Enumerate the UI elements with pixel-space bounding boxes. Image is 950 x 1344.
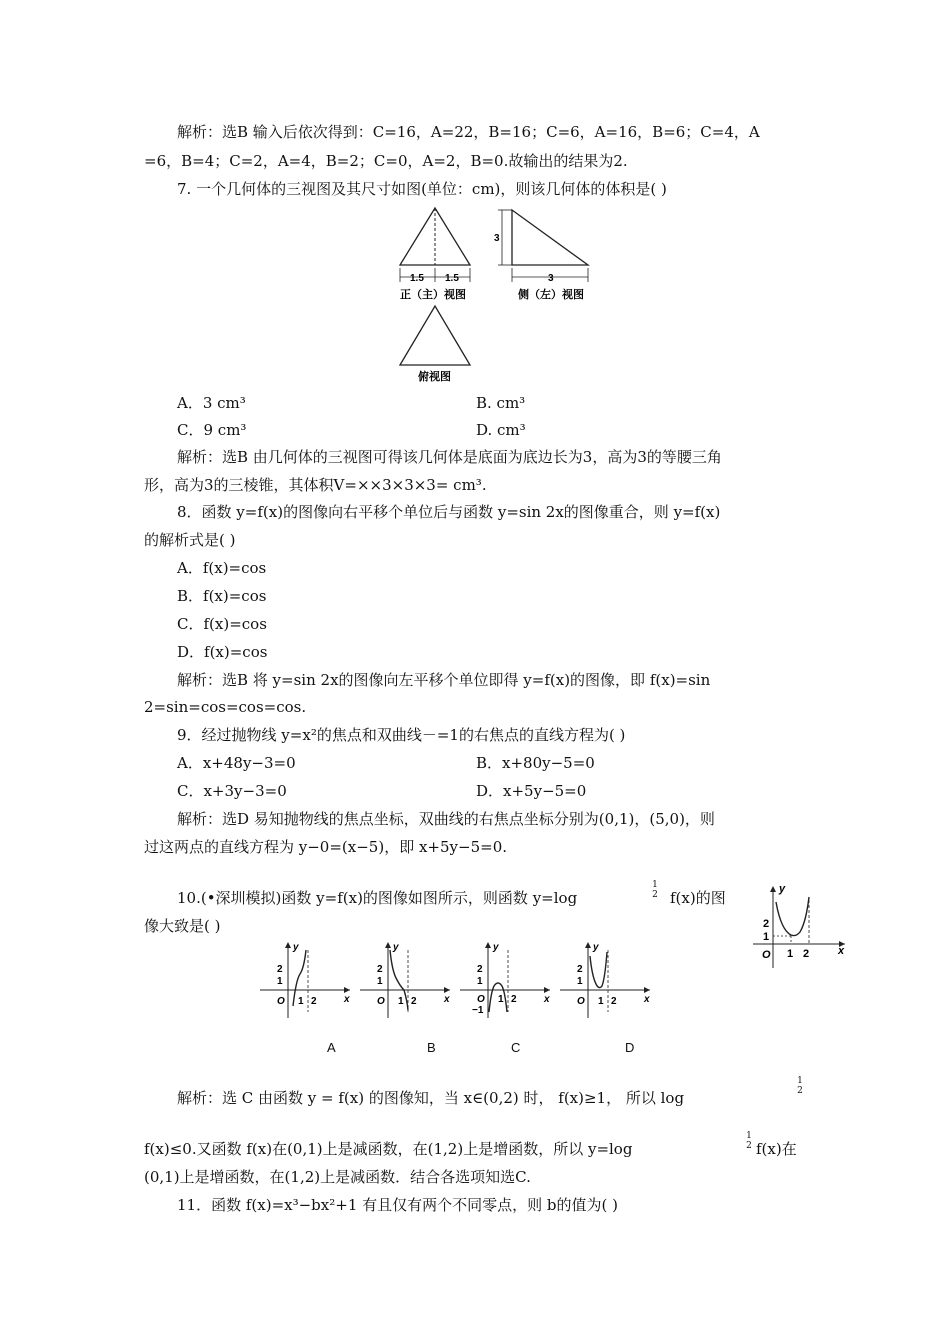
y-axis-label: y xyxy=(779,883,786,895)
solution-8-line2: 2=sin=cos=cos=cos. xyxy=(144,698,307,716)
dim-side-height: 3 xyxy=(494,233,500,244)
svg-text:O: O xyxy=(377,996,385,1007)
question-10-stem-tail: f(x)的图 xyxy=(670,889,726,907)
svg-text:2: 2 xyxy=(611,996,617,1007)
question-8-stem-cont: 的解析式是( ) xyxy=(144,531,236,549)
svg-text:1: 1 xyxy=(377,976,383,987)
option-8c: C．f(x)=cos xyxy=(177,615,267,633)
top-view-triangle xyxy=(400,306,470,365)
question-10-stem: 10.(•深圳模拟)函数 y=f(x)的图像如图所示，则函数 y=log xyxy=(177,889,578,907)
option-7a: A．3 cm³ xyxy=(177,394,246,412)
origin-label: O xyxy=(762,949,771,961)
svg-text:O: O xyxy=(477,994,485,1005)
option-graph-a xyxy=(258,940,358,1020)
front-view-triangle xyxy=(400,208,470,265)
solution-6-line1: 解析：选B 输入后依次得到：C=16，A=22，B=16；C=6，A=16，B=6；C=4，A xyxy=(177,123,760,141)
solution-7-line1: 解析：选B 由几何体的三视图可得该几何体是底面为底边长为3，高为3的等腰三角 xyxy=(177,448,722,466)
option-graph-d xyxy=(558,940,658,1020)
question-9-stem: 9．经过抛物线 y=x²的焦点和双曲线－=1的右焦点的直线方程为( ) xyxy=(177,726,626,744)
option-9d: D．x+5y−5=0 xyxy=(476,782,587,800)
solution-10-line3: (0,1)上是增函数，在(1,2)上是减函数．结合各选项知选C. xyxy=(144,1168,531,1186)
option-9b: B．x+80y−5=0 xyxy=(476,754,595,772)
tick-1: 1 xyxy=(787,948,794,960)
svg-text:O: O xyxy=(577,996,585,1007)
option-label-d: D xyxy=(625,1040,635,1055)
option-8a: A．f(x)=cos xyxy=(177,559,267,577)
option-graph-b xyxy=(358,940,458,1020)
svg-text:1: 1 xyxy=(577,976,583,987)
svg-text:1: 1 xyxy=(298,996,304,1007)
svg-text:2: 2 xyxy=(477,964,483,975)
tick-2: 2 xyxy=(803,948,810,960)
svg-text:x: x xyxy=(644,994,650,1005)
option-d-curve xyxy=(590,952,607,988)
svg-text:y: y xyxy=(593,942,599,953)
question-11-stem: 11．函数 f(x)=x³−bx²+1 有且仅有两个不同零点，则 b的值为( ) xyxy=(177,1196,618,1214)
figure-10-main-graph xyxy=(745,882,850,972)
front-view-label: 正（主）视图 xyxy=(400,289,466,301)
y-tick-1: 1 xyxy=(763,931,770,943)
solution-6-line2: =6，B=4；C=2，A=4，B=2；C=0，A=2，B=0.故输出的结果为2. xyxy=(144,152,628,170)
svg-text:y: y xyxy=(293,942,299,953)
svg-text:1: 1 xyxy=(498,994,504,1005)
svg-text:2: 2 xyxy=(577,964,583,975)
option-9c: C．x+3y−3=0 xyxy=(177,782,287,800)
option-7d: D. cm³ xyxy=(476,421,526,439)
svg-text:x: x xyxy=(444,994,450,1005)
question-8-stem: 8．函数 y=f(x)的图像向右平移个单位后与函数 y=sin 2x的图像重合，则 y=f(x) xyxy=(177,503,721,521)
svg-text:y: y xyxy=(493,942,499,953)
svg-text:x: x xyxy=(544,994,550,1005)
figure-7-three-views xyxy=(390,200,610,385)
dim-front-left: 1.5 xyxy=(410,273,424,284)
log-base-fraction-2: 1 2 xyxy=(797,1076,803,1097)
option-9a: A．x+48y−3=0 xyxy=(177,754,296,772)
solution-8-line1: 解析：选B 将 y=sin 2x的图像向左平移个单位即得 y=f(x)的图像，即 f(x)=sin xyxy=(177,671,711,689)
option-8b: B．f(x)=cos xyxy=(177,587,267,605)
option-7b: B. cm³ xyxy=(476,394,526,412)
option-label-b: B xyxy=(427,1040,436,1055)
solution-9-line2: 过这两点的直线方程为 y−0=(x−5)，即 x+5y−5=0. xyxy=(144,838,508,856)
solution-10-line2-tail: f(x)在 xyxy=(756,1140,797,1158)
solution-7-line2: 形，高为3的三棱锥，其体积V=××3×3×3= cm³. xyxy=(144,476,487,494)
solution-10-line2: f(x)≤0.又函数 f(x)在(0,1)上是减函数，在(1,2)上是增函数，所以 y=log xyxy=(144,1140,633,1158)
y-tick-2: 2 xyxy=(763,918,770,930)
svg-text:−1: −1 xyxy=(472,1005,484,1016)
log-base-fraction-1: 1 2 xyxy=(652,880,658,901)
top-view-label: 俯视图 xyxy=(418,371,451,383)
option-graph-c xyxy=(458,940,558,1020)
svg-text:1: 1 xyxy=(277,976,283,987)
option-7c: C．9 cm³ xyxy=(177,421,247,439)
side-view-triangle xyxy=(512,210,588,265)
solution-10-line1: 解析：选 C 由函数 y = f(x) 的图像知，当 x∈(0,2) 时， f(x)≥1， 所以 log xyxy=(177,1089,685,1107)
svg-text:1: 1 xyxy=(398,996,404,1007)
option-label-a: A xyxy=(327,1040,336,1055)
svg-text:x: x xyxy=(344,994,350,1005)
svg-text:1: 1 xyxy=(477,976,483,987)
question-7-stem: 7. 一个几何体的三视图及其尺寸如图(单位：cm)，则该几何体的体积是( ) xyxy=(177,180,667,198)
dim-front-right: 1.5 xyxy=(445,273,459,284)
option-label-c: C xyxy=(511,1040,521,1055)
svg-text:y: y xyxy=(393,942,399,953)
svg-text:2: 2 xyxy=(511,994,517,1005)
svg-text:O: O xyxy=(277,996,285,1007)
svg-text:2: 2 xyxy=(311,996,317,1007)
log-base-fraction-3: 1 2 xyxy=(746,1131,752,1152)
side-view-label: 侧（左）视图 xyxy=(518,289,584,301)
x-axis-label: x xyxy=(838,945,845,957)
svg-text:1: 1 xyxy=(598,996,604,1007)
svg-text:2: 2 xyxy=(411,996,417,1007)
svg-text:2: 2 xyxy=(277,964,283,975)
question-10-stem-cont: 像大致是( ) xyxy=(144,917,221,935)
svg-text:2: 2 xyxy=(377,964,383,975)
solution-9-line1: 解析：选D 易知抛物线的焦点坐标，双曲线的右焦点坐标分别为(0,1)，(5,0)，则 xyxy=(177,810,715,828)
curve-f xyxy=(776,897,809,936)
dim-side-base: 3 xyxy=(548,273,554,284)
option-8d: D．f(x)=cos xyxy=(177,643,268,661)
